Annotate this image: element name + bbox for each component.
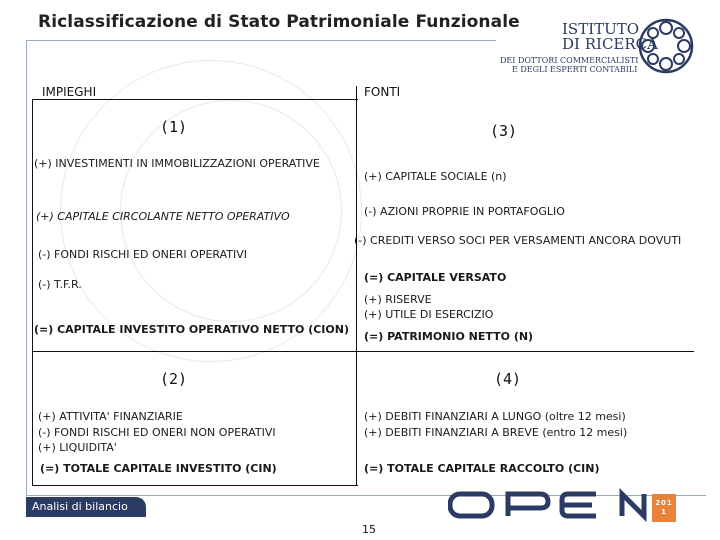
column-header-fonti: FONTI	[364, 85, 401, 99]
logo-line-4: E DEGLI ESPERTI CONTABILI	[512, 65, 638, 74]
section-3-item: (-) AZIONI PROPRIE IN PORTAFOGLIO	[364, 205, 565, 218]
section-3-item: (+) CAPITALE SOCIALE (n)	[364, 170, 507, 183]
section-1-item: (+) CAPITALE CIRCOLANTE NETTO OPERATIVO	[36, 210, 290, 223]
section-1-number: (1)	[160, 118, 188, 136]
section-4-total: (=) TOTALE CAPITALE RACCOLTO (CIN)	[364, 462, 600, 475]
year-badge-line-1: 201	[655, 499, 673, 507]
section-4-item: (+) DEBITI FINANZIARI A BREVE (entro 12 mesi)	[364, 426, 628, 439]
section-3-item: (-) CREDITI VERSO SOCI PER VERSAMENTI ANCORA DOVUTI	[354, 234, 682, 247]
slide-title: Riclassificazione di Stato Patrimoniale Funzionale	[38, 12, 520, 32]
section-1-item: (+) INVESTIMENTI IN IMMOBILIZZAZIONI OPERATIVE	[34, 157, 320, 170]
footer-section-tab	[26, 497, 146, 517]
section-4-item: (+) DEBITI FINANZIARI A LUNGO (oltre 12 mesi)	[364, 410, 626, 423]
table-section-divider	[32, 351, 694, 352]
institute-emblem-icon	[638, 18, 694, 74]
column-header-impieghi: IMPIEGHI	[42, 85, 97, 99]
section-3-total: (=) PATRIMONIO NETTO (N)	[364, 330, 534, 343]
section-2-item: (-) FONDI RISCHI ED ONERI NON OPERATIVI	[38, 426, 276, 439]
institute-logo	[500, 18, 720, 73]
logo-line-1: ISTITUTO	[562, 20, 640, 38]
section-1-item: (-) T.F.R.	[38, 278, 82, 291]
footer-tab-label: Analisi di bilancio	[32, 500, 128, 513]
section-3-subtotal: (=) CAPITALE VERSATO	[364, 271, 507, 284]
section-2-item: (+) ATTIVITA' FINANZIARIE	[38, 410, 183, 423]
frame-left-line	[26, 40, 27, 495]
section-3-item: (+) UTILE DI ESERCIZIO	[364, 308, 494, 321]
logo-line-3: DEI DOTTORI COMMERCIALISTI	[500, 56, 639, 65]
table-header-rule	[32, 99, 358, 100]
section-1-item: (-) FONDI RISCHI ED ONERI OPERATIVI	[38, 248, 248, 261]
year-badge	[652, 494, 676, 522]
open-logo	[448, 488, 648, 526]
table-bottom-rule	[32, 485, 358, 486]
page-number: 15	[362, 523, 376, 536]
section-2-total: (=) TOTALE CAPITALE INVESTITO (CIN)	[40, 462, 277, 475]
section-1-total: (=) CAPITALE INVESTITO OPERATIVO NETTO (CION)	[34, 323, 349, 336]
year-badge-line-2: 1	[661, 508, 667, 516]
section-4-number: (4)	[494, 370, 522, 388]
section-3-number: (3)	[490, 122, 518, 140]
table-center-divider	[356, 86, 357, 486]
section-3-item: (+) RISERVE	[364, 293, 432, 306]
open-logo-icon	[448, 488, 648, 522]
table-left-border	[32, 100, 33, 486]
logo-line-2: DI RICERCA	[562, 35, 658, 53]
frame-top-line	[26, 40, 496, 41]
section-2-number: (2)	[160, 370, 188, 388]
section-2-item: (+) LIQUIDITA'	[38, 441, 117, 454]
